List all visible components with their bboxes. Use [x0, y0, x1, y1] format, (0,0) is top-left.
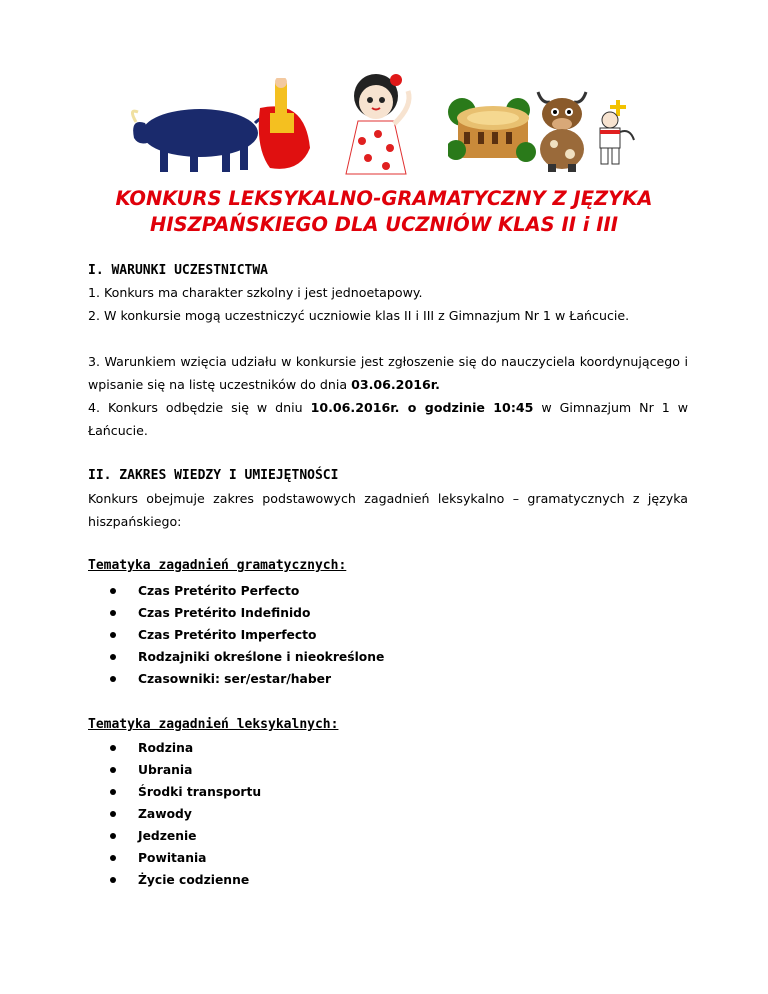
section-1-point-3 [88, 351, 688, 396]
section-2-heading: II. ZAKRES WIEDZY I UMIEJĘTNOŚCI [88, 468, 339, 483]
bullet-icon [110, 654, 116, 660]
bullet-icon [110, 811, 116, 817]
section-1-heading: I. WARUNKI UCZESTNICTWA [88, 263, 269, 278]
boy-figure-illustration [588, 100, 638, 166]
bullet-icon [110, 767, 116, 773]
cartoon-bull-illustration [528, 84, 596, 172]
section-1-point-1: 1. Konkurs ma charakter szkolny i jest jednoetapowy. [88, 285, 423, 300]
lexical-topics-heading: Tematyka zagadnień leksykalnych: [88, 717, 339, 732]
document-title [60, 186, 708, 238]
bullfight-illustration [130, 78, 320, 178]
bullring-illustration [448, 88, 536, 164]
flamenco-dancer-illustration [328, 66, 428, 176]
point-4-text: 4. Konkurs odbędzie się w dniu [88, 400, 311, 415]
bullet-icon [110, 855, 116, 861]
registration-deadline: 03.06.2016r. [351, 376, 440, 392]
bullet-icon [110, 789, 116, 795]
bullet-icon [110, 632, 116, 638]
document-page: KONKURS LEKSYKALNO-GRAMATYCZNY Z JĘZYKA HISZPAŃSKIEGO DLA UCZNIÓW KLAS II i III I. WARUNKI UCZESTNICTWA 1. Konkurs ma charakter szkolny i jest jednoetapowy. 2. W konkursie mogą uczestniczyć uczniowie klas II i III z Gimnazjum Nr 1 w Łańcucie. 3. Warunkiem wzięcia udziału w konkursie jest zgłoszenie się do nauczyciela koordynującego i wpisanie się na listę uczestników do dnia 03.06.2016r. 4. Konkurs odbędzie się w dniu 10.06.2016r. o godzinie 10:45 w Gimnazjum Nr 1 w Łańcucie. II. ZAKRES WIEDZY I UMIEJĘTNOŚCI Konkurs obejmuje zakres podstawowych zagadnień leksykalno – gramatycznych z języka hiszpańskiego: Tematyka zagadnień gramatycznych: Czas Pretérito Perfecto Czas Pretérito Indefinido Czas Pretérito Imperfecto Rodzajniki określone i nieokreślone Czasowniki: ser/estar/haber Tematyka zagadnień leksykalnych: Rodzina Ubrania Środki transportu Zawody Jedzenie Powitania Życie codzienne [0, 0, 768, 994]
bullet-icon [110, 745, 116, 751]
bullet-icon [110, 610, 116, 616]
grammar-topics-heading: Tematyka zagadnień gramatycznych: [88, 558, 347, 573]
bullet-icon [110, 877, 116, 883]
bullet-icon [110, 676, 116, 682]
bullet-icon [110, 588, 116, 594]
section-1-point-2: 2. W konkursie mogą uczestniczyć uczniowie klas II i III z Gimnazjum Nr 1 w Łańcucie. [88, 308, 630, 323]
point-4-end: w Gimnazjum Nr 1 w Łańcucie. [88, 400, 688, 438]
title-line-2: HISZPAŃSKIEGO DLA UCZNIÓW KLAS II i III [150, 213, 618, 236]
section-2-intro: Konkurs obejmuje zakres podstawowych zagadnień leksykalno – gramatycznych z języka hiszpańskiego: [88, 491, 688, 529]
contest-date-time: 10.06.2016r. o godzinie 10:45 [310, 400, 534, 415]
section-1-point-4 [88, 397, 688, 442]
point-3-text: 3. Warunkiem wzięcia udziału w konkursie jest zgłoszenie się do nauczyciela koordynującego i wpisanie się na listę uczestników do dnia [88, 354, 688, 392]
bullet-icon [110, 833, 116, 839]
title-line-1: KONKURS LEKSYKALNO-GRAMATYCZNY Z JĘZYKA [115, 187, 653, 210]
